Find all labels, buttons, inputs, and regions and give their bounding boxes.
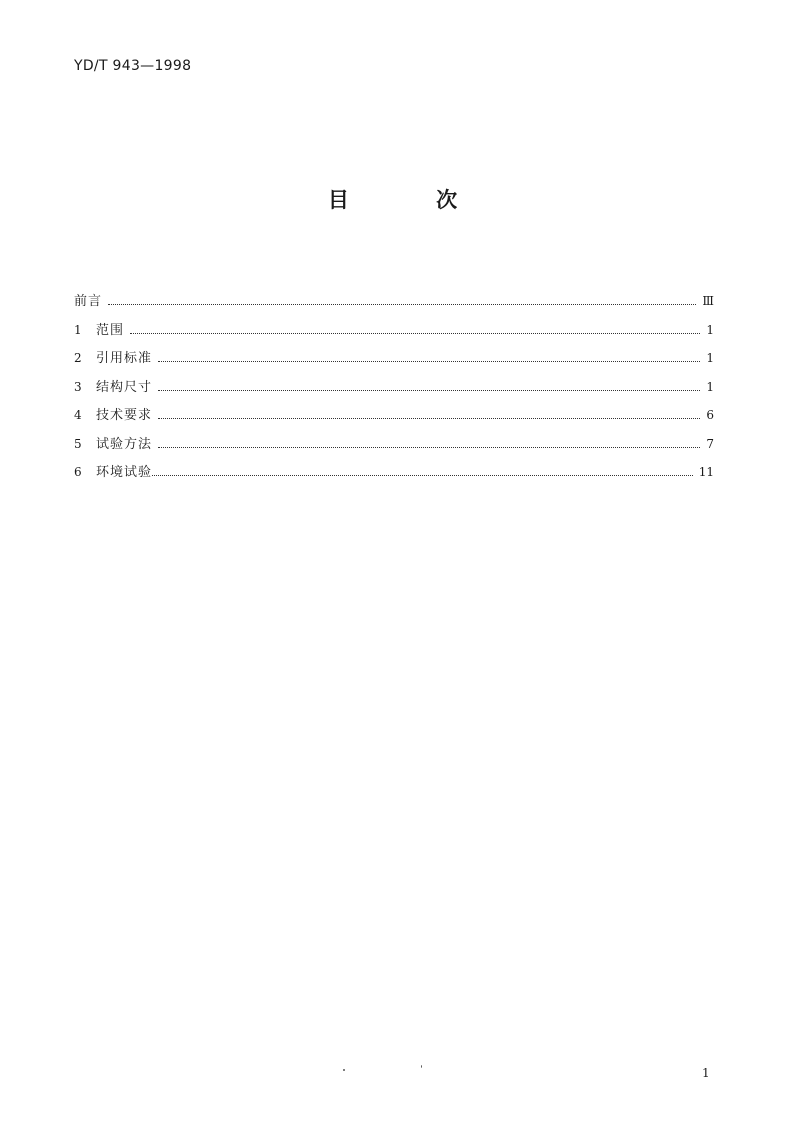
toc-dot-leader: [158, 361, 700, 362]
page-number: 1: [702, 1066, 710, 1080]
toc-entry-label: 技术要求: [96, 408, 153, 423]
toc-entry-foreword[interactable]: [74, 290, 714, 319]
standard-code: YD/T 943—1998: [74, 58, 192, 74]
toc-entry-label: 试验方法: [96, 436, 153, 452]
toc-entry-label: 前言: [74, 294, 103, 309]
toc-entry-number: 2: [74, 351, 82, 365]
toc-entry-number: 4: [74, 408, 82, 422]
scan-speck: [343, 1069, 345, 1071]
toc-entry-5[interactable]: [74, 433, 714, 462]
toc-entry-1[interactable]: [74, 319, 714, 348]
toc-entry-number: 3: [74, 379, 82, 394]
toc-entry-number: 6: [74, 465, 82, 479]
toc-entry-page: 1: [706, 379, 714, 394]
toc-entry-page: Ⅲ: [702, 294, 714, 308]
toc-entry-label: 范围: [96, 322, 125, 338]
toc-entry-page: 7: [706, 436, 714, 451]
toc-entry-page: 1: [706, 351, 714, 365]
page-title: 目 次: [327, 188, 498, 212]
toc-entry-number: 5: [74, 436, 82, 451]
toc-dot-leader: [158, 447, 700, 448]
toc-entry-number: 1: [74, 322, 82, 337]
toc-entry-page: 6: [706, 408, 714, 422]
toc-entry-4[interactable]: [74, 404, 714, 433]
scan-speck: [421, 1065, 422, 1068]
toc-entry-page: 1: [706, 322, 714, 337]
toc-entry-2[interactable]: [74, 347, 714, 376]
toc-entry-page: 11: [698, 465, 714, 479]
toc-entry-label: 环境试验: [96, 465, 153, 480]
toc-entry-3[interactable]: [74, 376, 714, 405]
table-of-contents: [74, 290, 714, 490]
toc-dot-leader: [108, 304, 696, 305]
toc-entry-label: 引用标准: [96, 351, 153, 366]
toc-dot-leader: [158, 418, 700, 419]
toc-entry-label: 结构尺寸: [96, 379, 153, 395]
toc-entry-6[interactable]: [74, 461, 714, 490]
toc-dot-leader: [158, 390, 700, 391]
toc-dot-leader: [130, 333, 700, 334]
toc-dot-leader: [152, 475, 693, 476]
